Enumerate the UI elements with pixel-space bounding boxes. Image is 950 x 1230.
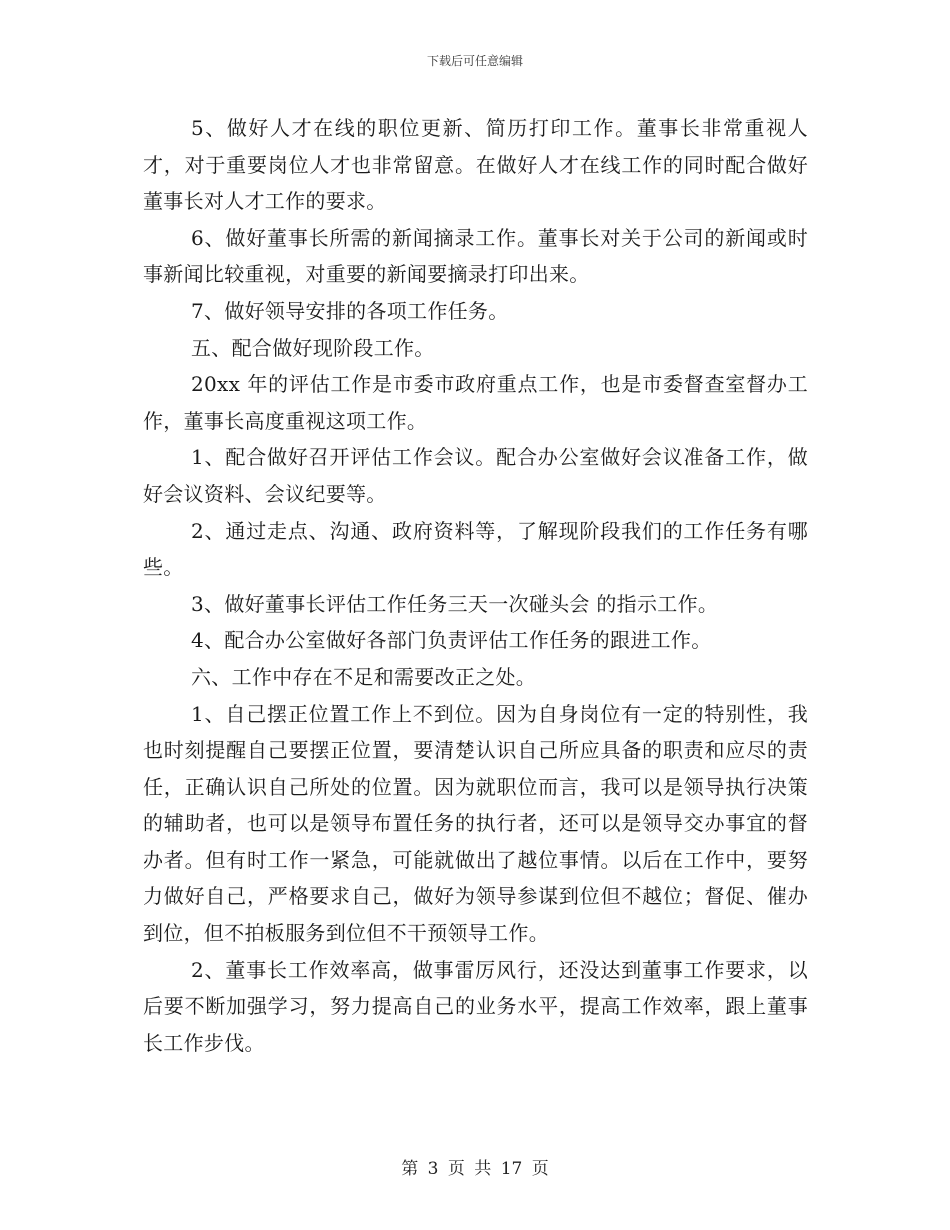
paragraph-item-5: 5、做好人才在线的职位更新、简历打印工作。董事长非常重视人才，对于重要岗位人才也非常留意。在做好人才在线工作的同时配合做好董事长对人才工作的要求。 [143, 116, 808, 214]
page-footer: 第 3 页 共 17 页 [401, 1159, 549, 1179]
paragraph-evaluation-3: 3、做好董事长评估工作任务三天一次碰头会 的指示工作。 [191, 591, 719, 616]
section-heading-6: 六、工作中存在不足和需要改正之处。 [191, 664, 537, 689]
section-heading-5: 五、配合做好现阶段工作。 [191, 335, 435, 360]
paragraph-evaluation-4: 4、配合办公室做好各部门负责评估工作任务的跟进工作。 [191, 628, 712, 653]
page-header: 下载后可任意编辑 [426, 54, 523, 68]
paragraph-item-6: 6、做好董事长所需的新闻摘录工作。董事长对关于公司的新闻或时事新闻比较重视，对重要的新闻要摘录打印出来。 [143, 225, 808, 287]
paragraph-shortcoming-2: 2、董事长工作效率高，做事雷厉风行，还没达到董事工作要求，以后要不断加强学习，努力提高自己的业务水平，提高工作效率，跟上董事长工作步伐。 [143, 957, 808, 1055]
paragraph-evaluation-2: 2、通过走点、沟通、政府资料等，了解现阶段我们的工作任务有哪些。 [143, 518, 808, 580]
document-body [143, 110, 808, 1061]
paragraph-evaluation-1: 1、配合做好召开评估工作会议。配合办公室做好会议准备工作，做好会议资料、会议纪要等。 [143, 445, 808, 506]
paragraph-evaluation-intro: 20xx 年的评估工作是市委市政府重点工作，也是市委督查室督办工作，董事长高度重视这项工作。 [143, 372, 808, 433]
paragraph-shortcoming-1: 1、自己摆正位置工作上不到位。因为自身岗位有一定的特别性，我也时刻提醒自己要摆正位置，要清楚认识自己所应具备的职责和应尽的责任，正确认识自己所处的位置。因为就职位而言，我可以是领导执行决策的辅助者，也可以是领导布置任务的执行者，还可以是领导交办事宜的督办者。但有时工作一紧急，可能就做出了越位事情。以后在工作中，要努力做好自己，严格要求自己，做好为领导参谋到位但不越位；督促、催办到位，但不拍板服务到位但不干预领导工作。 [143, 701, 808, 946]
paragraph-item-7: 7、做好领导安排的各项工作任务。 [191, 298, 509, 323]
